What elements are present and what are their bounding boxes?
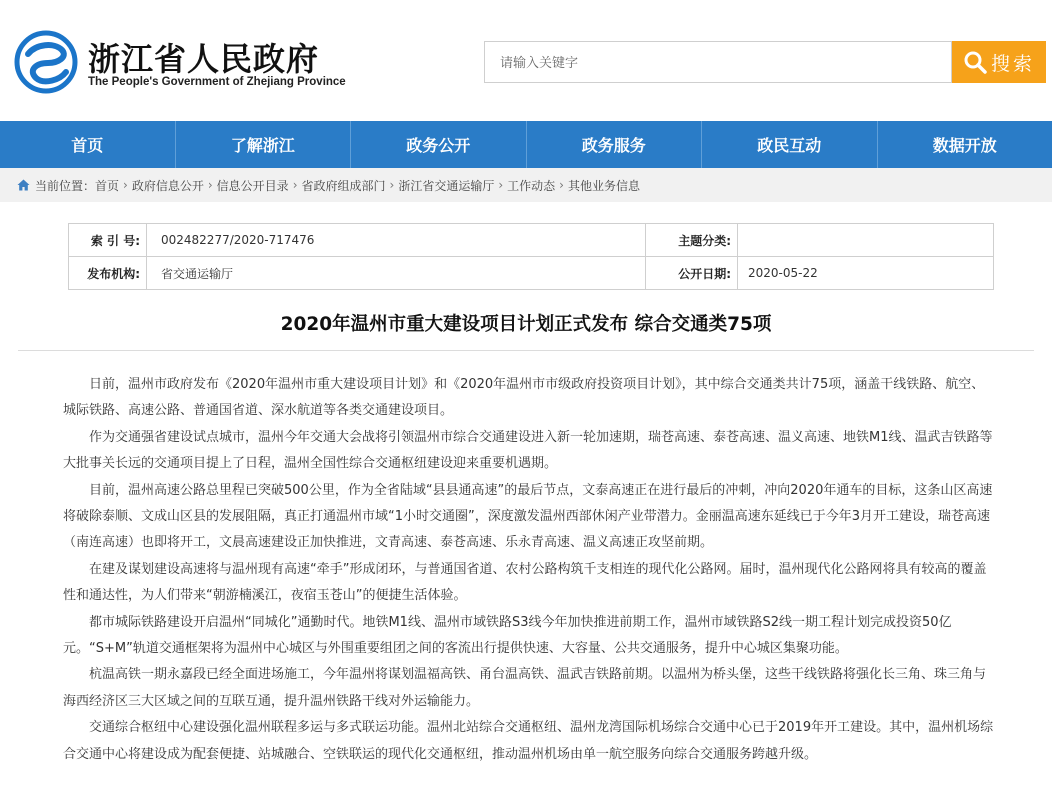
- search-button[interactable]: [952, 41, 1046, 83]
- site-title: 浙江省人民政府: [88, 40, 320, 78]
- breadcrumb-item[interactable]: 信息公开目录: [216, 178, 289, 193]
- home-icon: [17, 179, 30, 191]
- breadcrumb-item[interactable]: 首页: [95, 178, 120, 193]
- search-input[interactable]: [484, 41, 952, 83]
- date-label: 公开日期:: [646, 257, 738, 290]
- nav-item-interaction[interactable]: 政民互动: [702, 121, 878, 168]
- article-paragraph: 在建及谋划建设高速将与温州现有高速“牵手”形成闭环，与普通国省道、农村公路构筑千支相连的现代化公路网。届时，温州现代化公路网将具有较高的覆盖性和通达性，为人们带来“朝游楠溪江，夜宿玉苍山”的便捷生活体验。: [63, 561, 987, 604]
- category-value: [738, 224, 994, 257]
- site-subtitle: The People's Government of Zhejiang Province: [88, 76, 346, 88]
- breadcrumb-item[interactable]: 政府信息公开: [131, 178, 204, 193]
- breadcrumb-item[interactable]: 工作动态: [507, 178, 556, 193]
- breadcrumb-item[interactable]: 浙江省交通运输厅: [398, 178, 495, 193]
- nav-item-open-data[interactable]: 数据开放: [932, 136, 997, 155]
- article-paragraph: 目前，温州高速公路总里程已突破500公里，作为全省陆域“县县通高速”的最后节点，文泰高速正在进行最后的冲刺，冲向2020年通车的目标，这条山区高速将破除泰顺、文成山区县的发展阻隔，真正打通温州市域“1小时交通圈”，深度激发温州西部休闲产业带潜力。金丽温高速东延线已于今年3月开工建设，瑞苍高速（南连高速）也即将开工，文晨高速建设正加快推进，文青高速、泰苍高速、乐永青高速、温义高速正攻坚前期。: [63, 482, 993, 551]
- article-title: 2020年温州市重大建设项目计划正式发布 综合交通类75项: [280, 314, 772, 335]
- magnifier-icon: [963, 50, 987, 74]
- site-logo-icon[interactable]: [14, 30, 78, 94]
- nav-item-about-zhejiang[interactable]: 了解浙江: [176, 121, 352, 168]
- article-paragraph: 作为交通强省建设试点城市，温州今年交通大会战将引领温州市综合交通建设进入新一轮加速期，瑞苍高速、泰苍高速、温义高速、地铁M1线、温武吉铁路等大批事关长远的交通项目提上了日程，温州全国性综合交通枢纽建设迎来重要机遇期。: [63, 429, 993, 472]
- site-header: [0, 0, 1052, 121]
- article-paragraph: 交通综合枢纽中心建设强化温州联程多运与多式联运功能。温州北站综合交通枢纽、温州龙湾国际机场综合交通中心已于2019年开工建设。其中，温州机场综合交通中心将建设成为配套便捷、站城融合、空铁联运的现代化交通枢纽，推动温州机场由单一航空服务向综合交通服务跨越升级。: [63, 720, 994, 762]
- index-label: 索 引 号:: [69, 224, 147, 257]
- search-button-label: 搜索: [990, 52, 1035, 75]
- category-label: 主题分类:: [646, 224, 738, 257]
- breadcrumb-prefix: 当前位置：: [35, 178, 96, 193]
- index-value: 002482277/2020-717476: [147, 224, 646, 257]
- breadcrumb-separator: ›: [292, 178, 298, 192]
- article-paragraph: 杭温高铁一期永嘉段已经全面进场施工，今年温州将谋划温福高铁、甬台温高铁、温武吉铁路前期。以温州为桥头堡，这些干线铁路将强化长三角、珠三角与海西经济区三大区域之间的互联互通，提升温州铁路干线对外运输能力。: [63, 667, 987, 709]
- nav-item-gov-disclosure[interactable]: 政务公开: [351, 121, 527, 168]
- info-table: [68, 223, 994, 290]
- article-paragraph: 日前，温州市政府发布《2020年温州市重大建设项目计划》和《2020年温州市市级政府投资项目计划》，其中综合交通类共计75项，涵盖干线铁路、航空、城际铁路、高速公路、普通国省道、深水航道等各类交通建设项目。: [63, 377, 985, 419]
- breadcrumb-separator: ›: [559, 178, 564, 192]
- nav-item-home[interactable]: 首页: [0, 121, 176, 168]
- main-nav: [0, 121, 1052, 168]
- breadcrumb-separator: ›: [123, 178, 128, 192]
- publisher-label: 发布机构:: [69, 257, 147, 290]
- breadcrumb-separator: ›: [207, 178, 213, 192]
- date-value: 2020-05-22: [738, 257, 994, 290]
- article-paragraph: 都市城际铁路建设开启温州“同城化”通勤时代。地铁M1线、温州市域铁路S3线今年加快推进前期工作，温州市域铁路S2线一期工程计划完成投资50亿元。“S+M”轨道交通框架将为温州中心城区与外围重要组团之间的客流出行提供快速、大容量、公共交通服务，提升中心城区集聚功能。: [63, 614, 952, 657]
- info-row: [69, 224, 994, 257]
- nav-item-gov-services[interactable]: 政务服务: [527, 121, 703, 168]
- breadcrumb-item[interactable]: 省政府组成部门: [301, 178, 386, 193]
- breadcrumb: [0, 168, 1052, 202]
- breadcrumb-item[interactable]: 其他业务信息: [567, 178, 640, 193]
- breadcrumb-separator: ›: [498, 178, 504, 192]
- breadcrumb-separator: ›: [389, 178, 395, 192]
- article-body: [63, 372, 997, 768]
- info-row: [69, 257, 994, 290]
- title-divider: [18, 350, 1034, 351]
- publisher-value: 省交通运输厅: [147, 257, 646, 290]
